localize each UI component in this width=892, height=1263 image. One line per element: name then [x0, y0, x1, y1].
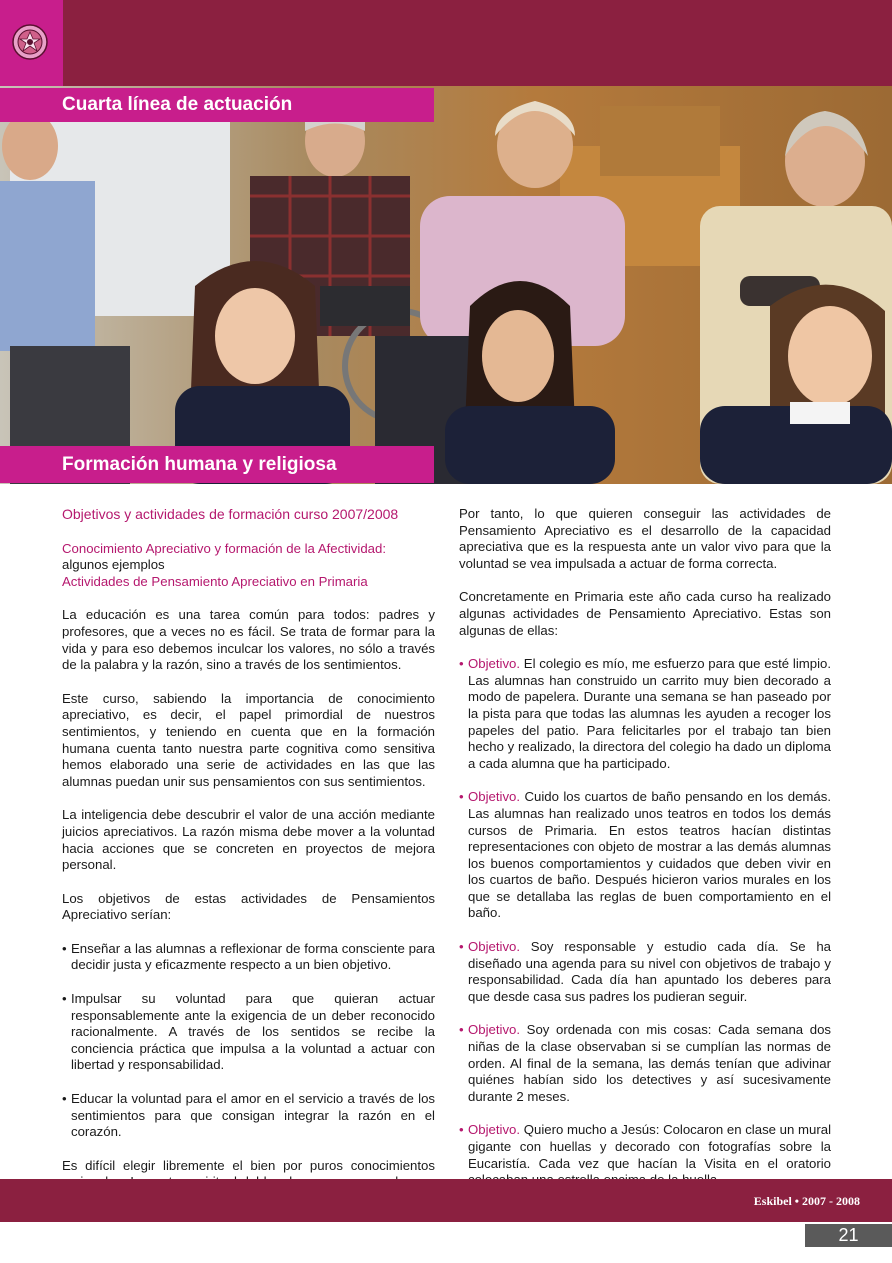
- activities-list: [459, 656, 831, 1189]
- body-paragraph: Los objetivos de estas actividades de Pensamientos Apreciativo serían:: [62, 890, 435, 923]
- publication-footer: Eskibel • 2007 - 2008: [753, 1194, 860, 1208]
- section-title: Objetivos y actividades de formación curso 2007/2008: [62, 506, 399, 522]
- body-paragraph: La inteligencia debe descubrir el valor de una acción mediante juicios apreciativos. La razón misma debe mover a la voluntad hacia acciones que se concreten en proyectos de mejora personal.: [62, 807, 435, 873]
- objective-label: Objetivo.: [468, 1022, 521, 1038]
- list-item: • Enseñar a las alumnas a reflexionar de forma consciente para decidir justa y eficazmente respecto a un bien objetivo.: [62, 941, 435, 974]
- subheading-line: Conocimiento Apreciativo y formación de la Afectividad:: [62, 540, 386, 556]
- subtitle-banner: Formación humana y religiosa: [0, 446, 434, 483]
- body-paragraph: Concretamente en Primaria este año cada curso ha realizado algunas actividades de Pensamiento Apreciativo. Estas son algunas de ellas:: [459, 589, 831, 638]
- list-item: [459, 789, 831, 922]
- photo-illustration: [0, 86, 892, 484]
- objective-text: El colegio es mío, me esfuerzo para que esté limpio. Las alumnas han construido un carrito muy bien decorado a modo de papelera. Durante una semana se han paseado por la pista para que todas las alumnas les ayuden a recoger los papeles del patio. Para felicitarles por el trabajo tan bien hecho y realizado, la directora del colegio ha dado un diploma a cada alumna que ha participado.: [468, 656, 831, 771]
- list-item: [459, 656, 831, 772]
- left-column: [62, 506, 435, 1225]
- body-paragraph: La educación es una tarea común para todos: padres y profesores, que a veces no es fácil. Se trata de formar para la vida y para eso debemos inculcar los valores, no sólo a través de la palabra y la razón, sino a través de los sentimientos.: [62, 607, 435, 673]
- list-item: • Impulsar su voluntad para que quieran actuar responsablemente ante la exigencia de un deber reconocido racionalmente. A través de los sentidos se recibe la conciencia práctica que impulsa a la voluntad a actuar con libertad y responsabilidad.: [62, 991, 435, 1074]
- subheading-line: algunos ejemplos: [62, 557, 165, 573]
- objective-text: Quiero mucho a Jesús: Colocaron en clase un mural gigante con huellas y decorado con fotografías sobre la Eucaristía. Cada vez que hacían la Visita en el oratorio: [468, 1122, 831, 1171]
- list-item: • Educar la voluntad para el amor en el servicio a través de los sentimientos para que consigan integrar la razón en el corazón.: [62, 1091, 435, 1141]
- group-photo: [0, 86, 892, 484]
- objective-text: Soy responsable y estudio cada día. Se ha diseñado una agenda para su nivel con objetivos de trabajo y responsabilidad. Cada día han apuntado los deberes para que desde casa sus padres los pudieran seguir.: [468, 939, 831, 1004]
- page-number: 21: [805, 1224, 892, 1247]
- list-item: [459, 939, 831, 1005]
- logo-box: [0, 0, 63, 86]
- objective-label: Objetivo.: [468, 656, 521, 672]
- objective-text: Cuido los cuartos de baño pensando en los demás. Las alumnas han realizado unos teatros en todos los demás cursos de Primaria. En estos teatros hacían distintas representaciones con objeto de mostrar a las demás alumnas los buenos comportamientos y cuidados que deben vivir en los cuartos de baño. Después hicieron varios murales en los que se detallaba las reglas de buen comportamiento en el baño.: [468, 789, 831, 921]
- subheading-line: Actividades de Pensamiento Apreciativo en Primaria: [62, 573, 368, 589]
- objective-label: Objetivo.: [468, 789, 521, 805]
- right-column: [459, 506, 831, 1206]
- top-header-band: [0, 0, 892, 86]
- objective-label: Objetivo.: [468, 1122, 521, 1138]
- list-item: [459, 1022, 831, 1105]
- college-emblem-icon: [12, 24, 48, 60]
- closing-paragraph: Es difícil elegir libremente el bien por puros conocimientos: [62, 1157, 435, 1173]
- objective-label: Objetivo.: [468, 939, 521, 955]
- objectives-list: [62, 941, 435, 1141]
- section-label-banner: Cuarta línea de actuación: [0, 88, 434, 122]
- body-paragraph: Este curso, sabiendo la importancia de conocimiento apreciativo, es decir, el papel primordial de nuestros sentimientos, y teniendo en cuenta que en la formación humana cuenta tanto nuestra parte cognitiva como sensitiva hemos elaborado una serie de actividades en las que las alumnas puedan unir sus pensamientos con sus sentimientos.: [62, 690, 435, 789]
- body-paragraph: Por tanto, lo que quieren conseguir las actividades de Pensamiento Apreciativo es el desarrollo de la capacidad apreciativa que es la respuesta ante un valor vivo para que la voluntad se vea impulsada a actuar de forma correcta.: [459, 506, 831, 571]
- objective-text: Soy ordenada con mis cosas: Cada semana dos niñas de la clase observaban si se cumplían las normas de orden. Al final de la semana, las demás tenían que adivinar quiénes habían sido los detectives y así sucesivamente durante 2 meses.: [468, 1022, 831, 1104]
- subheading-block: [62, 541, 435, 591]
